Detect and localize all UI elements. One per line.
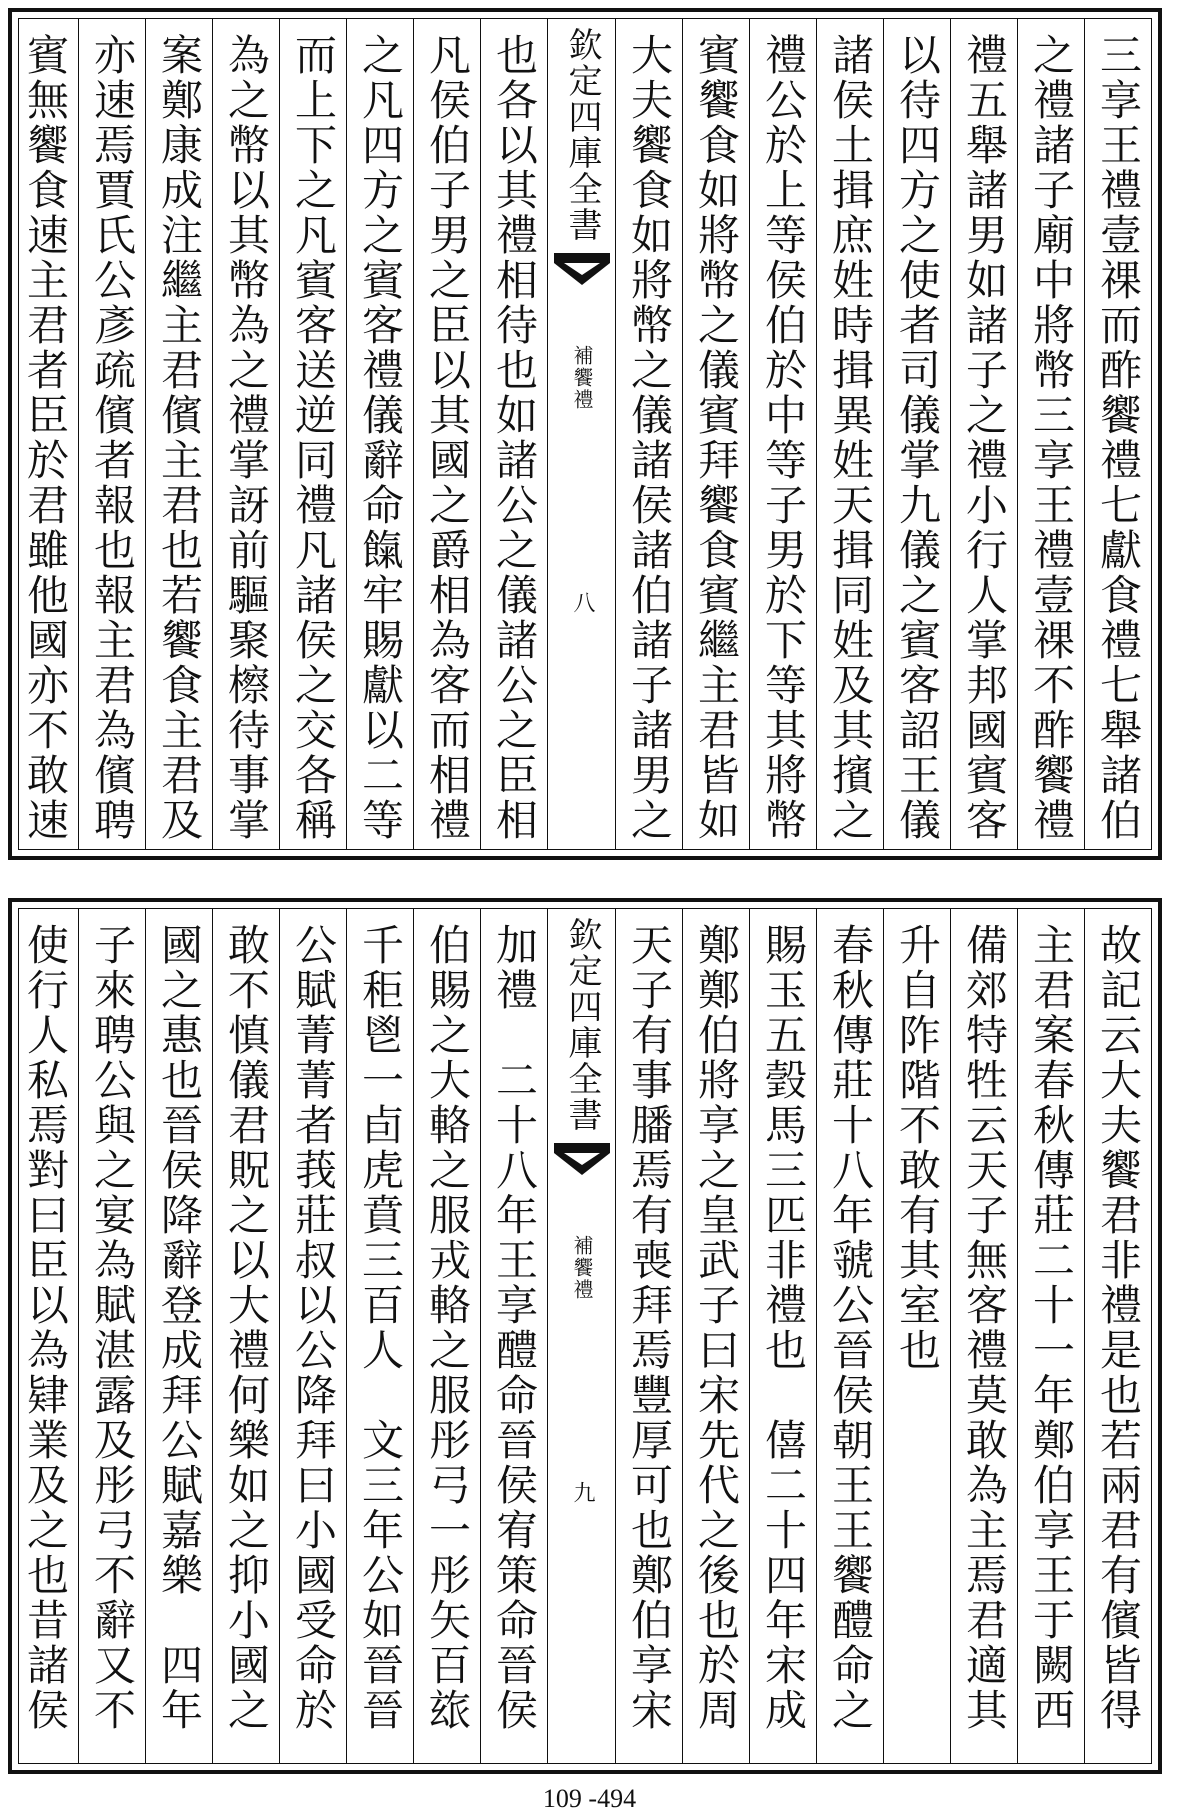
top-page — [8, 8, 1162, 860]
text-column: 而上下之凡賓客送逆同禮凡諸侯之交各稱 — [279, 19, 346, 849]
top-page-frame — [18, 18, 1152, 850]
text-column: 子來聘公與之宴為賦湛露及彤弓不辭又不 — [78, 909, 145, 1763]
text-column: 凡侯伯子男之臣以其國之爵相為客而相禮 — [413, 19, 480, 849]
bottom-page — [8, 898, 1162, 1774]
folio-number: 八 — [570, 591, 595, 616]
text-column: 以待四方之使者司儀掌九儀之賓客詔王儀 — [883, 19, 950, 849]
text-column: 千秬鬯一卣虎賁三百人 文三年公如晉晉 — [346, 909, 413, 1763]
text-column: 敢不慎儀君貺之以大禮何樂如之抑小國之 — [212, 909, 279, 1763]
fishtail-mark-icon — [554, 1143, 610, 1179]
book-title: 欽定四庫全書 — [562, 27, 602, 243]
text-column: 伯賜之大輅之服戎輅之服彤弓一彤矢百玈 — [413, 909, 480, 1763]
bottom-page-frame — [18, 908, 1152, 1764]
book-title: 欽定四庫全書 — [562, 917, 602, 1133]
text-column: 之禮諸子廟中將幣三享王禮壹祼不酢饗禮 — [1017, 19, 1084, 849]
bottom-page-columns — [19, 909, 1151, 1763]
text-column: 為之幣以其幣為之禮掌訝前驅聚檫待事掌 — [212, 19, 279, 849]
text-column: 故記云大夫饗君非禮是也若兩君有儐皆得 — [1084, 909, 1151, 1763]
page-number: 109 -494 — [542, 1784, 637, 1813]
center-fold — [547, 909, 615, 1763]
section-label: 補饗禮 — [570, 345, 594, 411]
text-column: 國之惠也晉侯降辭登成拜公賦嘉樂 四年 — [145, 909, 212, 1763]
text-column: 諸侯土揖庶姓時揖異姓天揖同姓及其擯之 — [816, 19, 883, 849]
text-column: 三享王禮壹祼而酢饗禮七獻食禮七舉諸伯 — [1084, 19, 1151, 849]
text-column: 大夫饗食如將幣之儀諸侯諸伯諸子諸男之 — [615, 19, 682, 849]
text-column: 備郊特牲云天子無客禮莫敢為主焉君適其 — [950, 909, 1017, 1763]
text-column: 賓無饗食速主君者臣於君雖他國亦不敢速 — [21, 33, 70, 843]
text-column: 使行人私焉對曰臣以為肄業及之也昔諸侯 — [21, 923, 70, 1733]
top-page-columns — [19, 19, 1151, 849]
text-column: 升自阼階不敢有其室也 — [883, 909, 950, 1763]
text-column: 春秋傳莊十八年虢公晉侯朝王王饗醴命之 — [816, 909, 883, 1763]
folio-number: 九 — [570, 1481, 595, 1506]
section-label: 補饗禮 — [570, 1235, 594, 1301]
text-column: 也各以其禮相待也如諸公之儀諸公之臣相 — [480, 19, 547, 849]
text-column: 案鄭康成注繼主君儐主君也若饗食主君及 — [145, 19, 212, 849]
fishtail-mark-icon — [554, 253, 610, 289]
text-column: 之凡四方之賓客禮儀辭命餼牢賜獻以二等 — [346, 19, 413, 849]
text-column: 禮五舉諸男如諸子之禮小行人掌邦國賓客 — [950, 19, 1017, 849]
text-column: 加禮 二十八年王享醴命晉侯宥策命晉侯 — [480, 909, 547, 1763]
text-column: 亦速焉賈氏公彥疏儐者報也報主君為儐聘 — [78, 19, 145, 849]
text-column: 賓饗食如將幣之儀賓拜饗食賓繼主君皆如 — [682, 19, 749, 849]
text-column: 公賦菁菁者莪莊叔以公降拜曰小國受命於 — [279, 909, 346, 1763]
text-column: 鄭鄭伯將享之皇武子曰宋先代之後也於周 — [682, 909, 749, 1763]
text-column: 禮公於上等侯伯於中等子男於下等其將幣 — [749, 19, 816, 849]
center-fold — [547, 19, 615, 849]
text-column: 主君案春秋傳莊二十一年鄭伯享王于闕西 — [1017, 909, 1084, 1763]
text-column: 賜玉五瑴馬三匹非禮也 僖二十四年宋成 — [749, 909, 816, 1763]
text-column: 天子有事膰焉有喪拜焉豐厚可也鄭伯享宋 — [615, 909, 682, 1763]
